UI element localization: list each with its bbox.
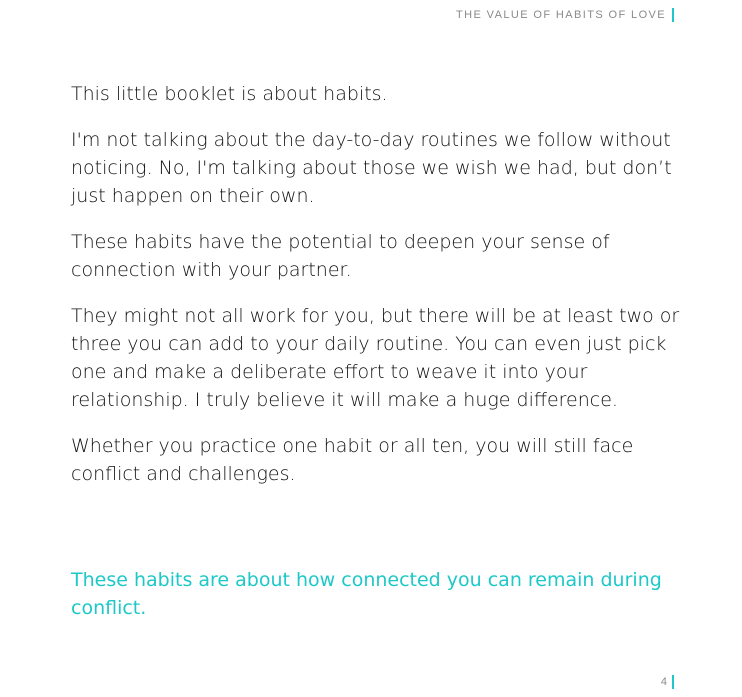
paragraph: These habits have the potential to deepen your sense of connection with your partner.: [71, 231, 610, 281]
footer-accent-bar: [672, 675, 674, 689]
running-header-title: THE VALUE OF HABITS OF LOVE: [456, 9, 666, 21]
header-accent-bar: [672, 8, 674, 22]
page-footer: [661, 675, 674, 689]
paragraph: Whether you practice one habit or all ten, you will still face conflict and challenges.: [71, 435, 634, 485]
paragraph: They might not all work for you, but there will be at least two or three you can add to your daily routine. You can even just pick one and make a deliberate effort to weave it into your relationship. I truly believe it will make a huge difference.: [71, 305, 680, 411]
paragraph: This little booklet is about habits.: [71, 83, 388, 105]
running-header: [456, 8, 674, 22]
highlight-callout: These habits are about how connected you can remain during conflict.: [71, 569, 662, 619]
body-text: [71, 80, 681, 506]
page-number: 4: [660, 676, 667, 688]
paragraph: I'm not talking about the day-to-day routines we follow without noticing. No, I'm talking about those we wish we had, but don’t just happen on their own.: [71, 129, 672, 207]
